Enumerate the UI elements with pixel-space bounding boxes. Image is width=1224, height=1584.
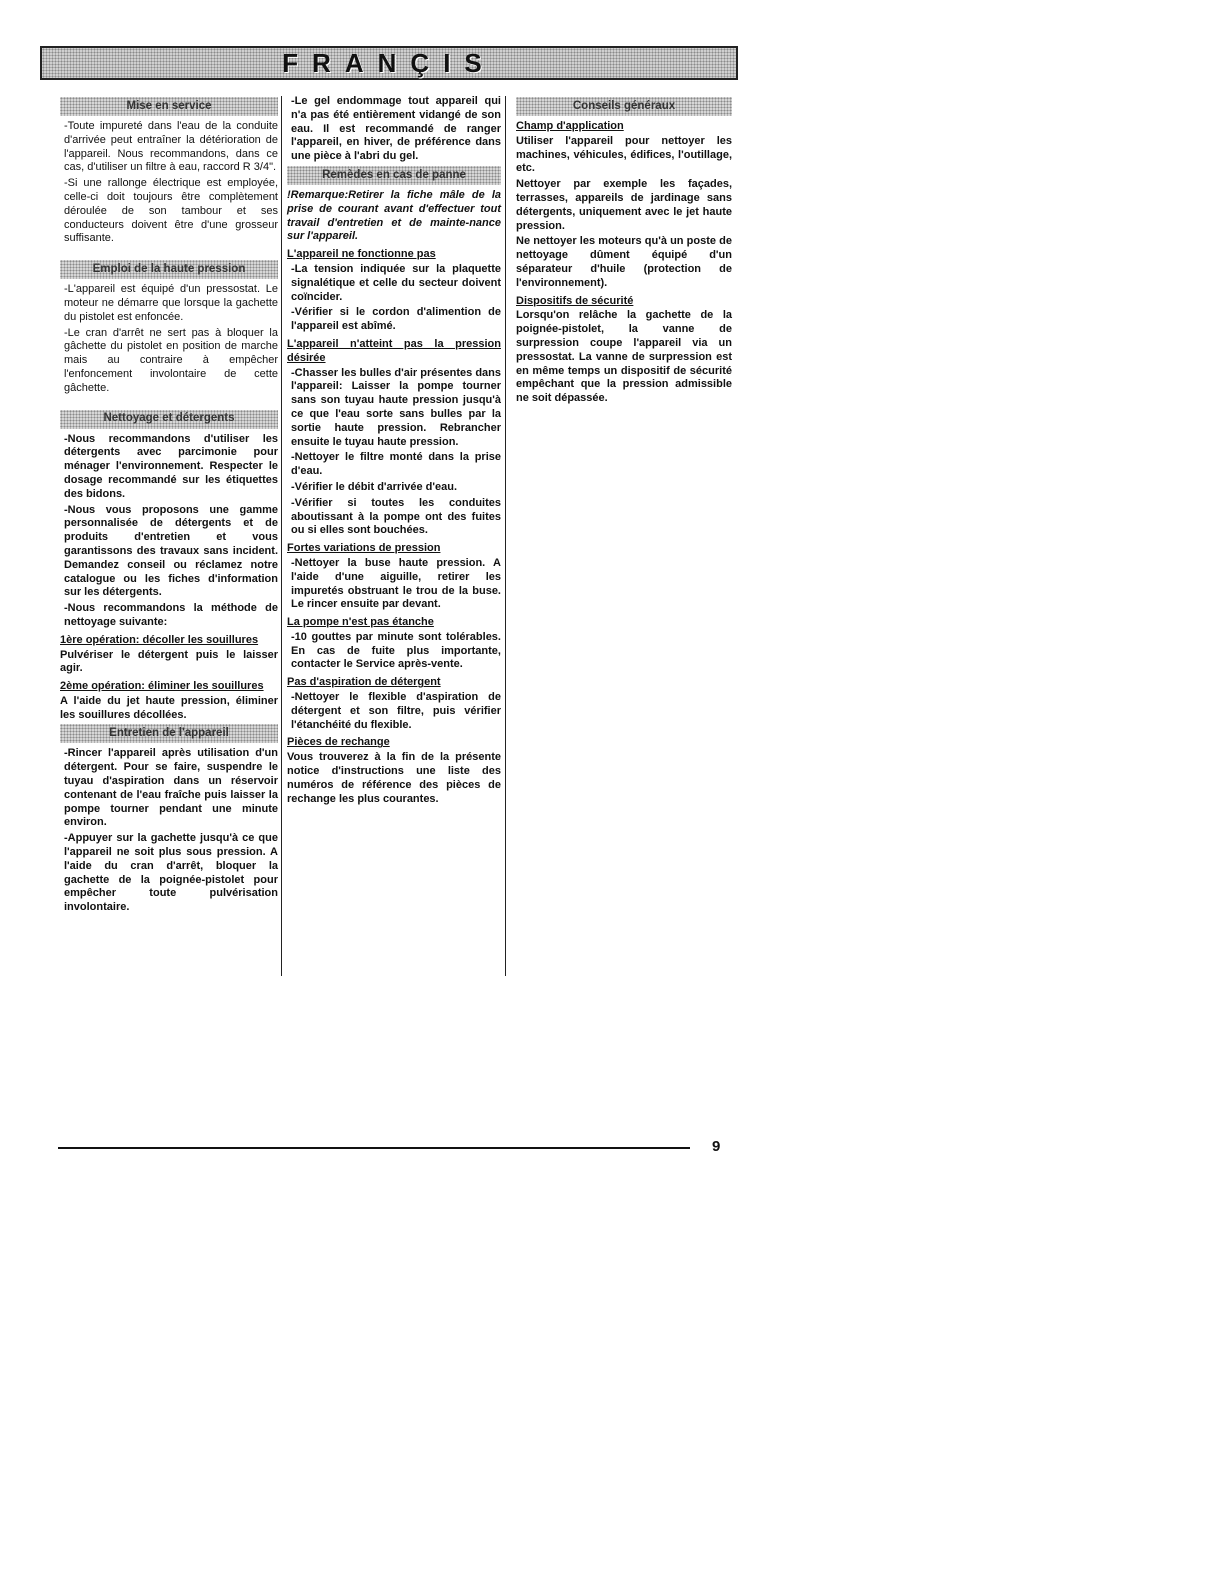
column-right: [516, 95, 732, 408]
paragraph: -Appuyer sur la gachette jusqu'à ce que l'appareil ne soit plus sous pression. A l'aide du cran d'arrêt, bloquer la gachette de la poignée-pistolet pour empêcher toute pulvérisation involontaire.: [64, 832, 278, 914]
paragraph: -Nous recommandons la méthode de nettoyage suivante:: [64, 602, 278, 628]
subheading: L'appareil ne fonctionne pas: [287, 248, 436, 261]
paragraph: -Vérifier si le cordon d'alimention de l'appareil est abîmé.: [291, 306, 501, 333]
page-number: 9: [712, 1138, 721, 1155]
paragraph: -Nettoyer la buse haute pression. A l'aide d'une aiguille, retirer les impuretés obstruant le trou de la buse. Le rincer ensuite par devant.: [291, 556, 501, 611]
subheading: Champ d'application: [516, 120, 624, 132]
paragraph: Ne nettoyer les moteurs qu'à un poste de nettoyage dûment équipé d'un séparateur d'huile (protection de l'environnement).: [516, 235, 732, 289]
paragraph: -Le cran d'arrêt ne sert pas à bloquer la gâchette du pistolet en position de marche mais au contraire à empêcher l'enfoncement involontaire de cette gâchette.: [64, 326, 278, 394]
warning-note: !Remarque:Retirer la fiche mâle de la prise de courant avant d'effectuer tout travail d'entretien et de mainte-nance sur l'appareil.: [287, 188, 501, 243]
paragraph: -Vérifier si toutes les conduites aboutissant à la pompe ont des fuites ou si elles sont bouchées.: [291, 496, 501, 537]
paragraph: -Nettoyer le flexible d'aspiration de détergent et son filtre, puis vérifier l'étanchéité du flexible.: [291, 691, 501, 731]
paragraph: -Le gel endommage tout appareil qui n'a pas été entièrement vidangé de son eau. Il est recommandé de ranger l'appareil, en hiver, de préférence dans une pièce à l'abri du gel.: [291, 95, 501, 163]
banner-title: FRANÇIS: [282, 47, 496, 78]
column-left: [60, 95, 278, 917]
paragraph: -10 gouttes par minute sont tolérables. En cas de fuite plus importante, contacter le Service après-vente.: [291, 630, 501, 671]
paragraph: Utiliser l'appareil pour nettoyer les machines, véhicules, édifices, l'outillage, etc.: [516, 134, 732, 175]
paragraph: Vous trouverez à la fin de la présente notice d'instructions une liste des numéros de référence des pièces de rechange les plus courantes.: [287, 751, 501, 805]
paragraph: -Nettoyer le filtre monté dans la prise d'eau.: [291, 451, 501, 478]
subheading: Pièces de rechange: [287, 736, 390, 749]
paragraph: -Rincer l'appareil après utilisation d'un détergent. Pour se faire, suspendre le tuyau d'aspiration dans un réservoir contenant de l'eau fraîche puis laisser la pompe tourner pendant une minute environ.: [64, 747, 278, 829]
section-header-haute-pression: Emploi de la haute pression: [60, 260, 278, 279]
subheading: Dispositifs de sécurité: [516, 294, 634, 307]
paragraph: -Nous recommandons d'utiliser les détergents avec parcimonie pour ménager l'environnement. Respecter le dosage recommandé sur les étiquettes des bidons.: [64, 432, 278, 500]
paragraph: -La tension indiquée sur la plaquette signalétique et celle du secteur doivent coïncider.: [291, 262, 501, 303]
paragraph: -Vérifier le débit d'arrivée d'eau.: [291, 480, 458, 493]
footer-rule: [58, 1147, 690, 1149]
section-header-conseils: Conseils généraux: [516, 97, 732, 116]
language-banner: [40, 46, 738, 80]
subheading: 2ème opération: éliminer les souillures: [60, 680, 264, 693]
subheading: Fortes variations de pression: [287, 542, 441, 555]
paragraph: -Chasser les bulles d'air présentes dans l'appareil: Laisser la pompe tourner sans son tuyau haute pression jusqu'à ce que l'eau sorte sans bulles par la sortie haute pression. Rebrancher ensuite le tuyau haute pression.: [291, 366, 501, 448]
paragraph: Lorsqu'on relâche la gachette de la poignée-pistolet, la vanne de surpression coupe l'appareil via un pressostat. La vanne de surpression est en même temps un dispositif de sécurité empêchant que la pression admissible ne soit dépassée.: [516, 309, 732, 405]
column-middle: [287, 95, 501, 808]
paragraph: -L'appareil est équipé d'un pressostat. Le moteur ne démarre que lorsque la gachette du pistolet est enfoncée.: [64, 283, 278, 323]
paragraph: Pulvériser le détergent puis le laisser agir.: [60, 648, 278, 675]
column-divider: [281, 96, 282, 976]
subheading: La pompe n'est pas étanche: [287, 616, 434, 629]
section-header-detergents: Nettoyage et détergents: [60, 410, 278, 429]
column-divider: [505, 96, 506, 976]
section-header-entretien: Entretien de l'appareil: [60, 724, 278, 743]
subheading: Pas d'aspiration de détergent: [287, 676, 441, 689]
paragraph: Nettoyer par exemple les façades, terrasses, appareils de jardinage sans détergents, uniquement avec le jet haute pression.: [516, 178, 732, 232]
subheading: 1ère opération: décoller les souillures: [60, 633, 259, 646]
paragraph: -Toute impureté dans l'eau de la conduite d'arrivée peut entraîner la détérioration de l'appareil. Nous recommandons, dans ce cas, d'utiliser un filtre à eau, raccord R 3/4".: [64, 120, 278, 174]
paragraph: A l'aide du jet haute pression, éliminer les souillures décollées.: [60, 694, 278, 721]
subheading: L'appareil n'atteint pas la pression désirée: [287, 337, 501, 364]
paragraph: -Nous vous proposons une gamme personnalisée de détergents et de produits d'entretien et vous garantissons des travaux sans incident. Demandez conseil ou réclamez notre catalogue ou les fiches d'information sur les détergents.: [64, 503, 278, 599]
section-header-pannes: Remèdes en cas de panne: [287, 166, 501, 185]
paragraph: -Si une rallonge électrique est employée, celle-ci doit toujours être complètement déroulée de son tambour et ses conducteurs doivent être d'une grosseur suffisante.: [64, 177, 278, 245]
section-header-mise-en-service: Mise en service: [60, 97, 278, 116]
